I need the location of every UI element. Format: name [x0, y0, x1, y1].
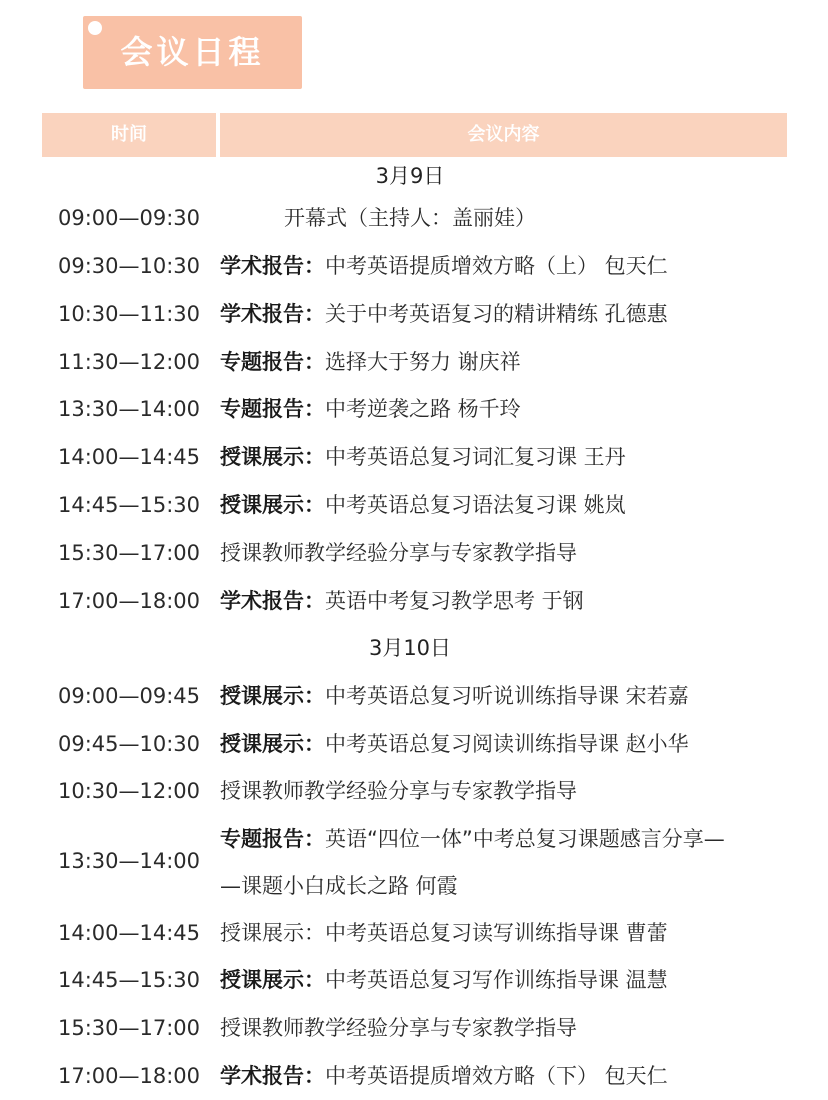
row-time: 09:45—10:30 — [57, 732, 201, 756]
row-content — [220, 815, 795, 863]
date-heading: 3月9日 — [375, 164, 445, 188]
row-content — [220, 338, 795, 386]
row-content — [220, 481, 795, 529]
page-title: 会议日程 — [120, 33, 265, 71]
row-text: 授课教师教学经验分享与专家教学指导 — [220, 779, 577, 803]
row-label: 学术报告： — [220, 589, 325, 613]
row-text: 中考英语总复习词汇复习课 王丹 — [325, 445, 626, 469]
row-text: 授课教师教学经验分享与专家教学指导 — [220, 541, 577, 565]
row-time: 14:45—15:30 — [57, 968, 201, 992]
row-time: 13:30—14:00 — [57, 849, 201, 873]
row-content — [220, 909, 795, 957]
row-text: 英语“四位一体”中考总复习课题感言分享— — [325, 827, 725, 851]
row-time: 17:00—18:00 — [57, 589, 201, 613]
row-content — [220, 1052, 795, 1100]
row-text: 英语中考复习教学思考 于钢 — [325, 589, 584, 613]
row-text: 关于中考英语复习的精讲精练 孔德惠 — [325, 302, 668, 326]
row-content — [220, 1004, 795, 1052]
row-label: 授课展示： — [220, 968, 325, 992]
row-text: 授课教师教学经验分享与专家教学指导 — [220, 1016, 577, 1040]
row-content — [220, 720, 795, 768]
row-time: 15:30—17:00 — [57, 1016, 201, 1040]
row-label: 授课展示： — [220, 684, 325, 708]
row-content-continued: —课题小白成长之路 何霞 — [220, 874, 458, 898]
row-label: 学术报告： — [220, 302, 325, 326]
row-content — [220, 672, 795, 720]
row-content — [220, 433, 795, 481]
row-label: 学术报告： — [220, 1064, 325, 1088]
row-time: 14:00—14:45 — [57, 921, 201, 945]
row-time: 10:30—11:30 — [57, 302, 201, 326]
row-time: 15:30—17:00 — [57, 541, 201, 565]
row-time: 14:45—15:30 — [57, 493, 201, 517]
row-content — [220, 767, 795, 815]
row-text: 中考逆袭之路 杨千玲 — [325, 397, 521, 421]
column-header-time: 时间 — [42, 113, 216, 157]
row-content — [220, 194, 600, 242]
row-time: 10:30—12:00 — [57, 779, 201, 803]
row-label: 授课展示： — [220, 732, 325, 756]
row-time: 09:00—09:45 — [57, 684, 201, 708]
row-time: 09:30—10:30 — [57, 254, 201, 278]
row-time: 14:00—14:45 — [57, 445, 201, 469]
row-content — [220, 529, 795, 577]
row-text: 授课展示：中考英语总复习读写训练指导课 曹蕾 — [220, 921, 668, 945]
row-label: 专题报告： — [220, 827, 325, 851]
row-content — [220, 290, 795, 338]
row-label: 专题报告： — [220, 397, 325, 421]
row-label: 授课展示： — [220, 445, 325, 469]
row-label: 授课展示： — [220, 493, 325, 517]
row-label: 专题报告： — [220, 350, 325, 374]
date-heading: 3月10日 — [368, 636, 452, 660]
row-text: 中考英语总复习听说训练指导课 宋若嘉 — [325, 684, 689, 708]
row-text: 中考英语总复习语法复习课 姚岚 — [325, 493, 626, 517]
row-label: 学术报告： — [220, 254, 325, 278]
row-time: 17:00—18:00 — [57, 1064, 201, 1088]
row-time: 13:30—14:00 — [57, 397, 201, 421]
row-content — [220, 577, 795, 625]
column-header-content: 会议内容 — [220, 113, 787, 157]
row-text: 中考英语总复习写作训练指导课 温慧 — [325, 968, 668, 992]
row-content — [220, 385, 795, 433]
row-time: 11:30—12:00 — [57, 350, 201, 374]
row-time: 09:00—09:30 — [57, 206, 201, 230]
row-text: 选择大于努力 谢庆祥 — [325, 350, 521, 374]
row-text: 开幕式（主持人：盖丽娃） — [284, 206, 536, 230]
row-text: 中考英语提质增效方略（下） 包天仁 — [325, 1064, 668, 1088]
row-content — [220, 956, 795, 1004]
row-text: 中考英语总复习阅读训练指导课 赵小华 — [325, 732, 689, 756]
row-text: 中考英语提质增效方略（上） 包天仁 — [325, 254, 668, 278]
row-content — [220, 242, 795, 290]
